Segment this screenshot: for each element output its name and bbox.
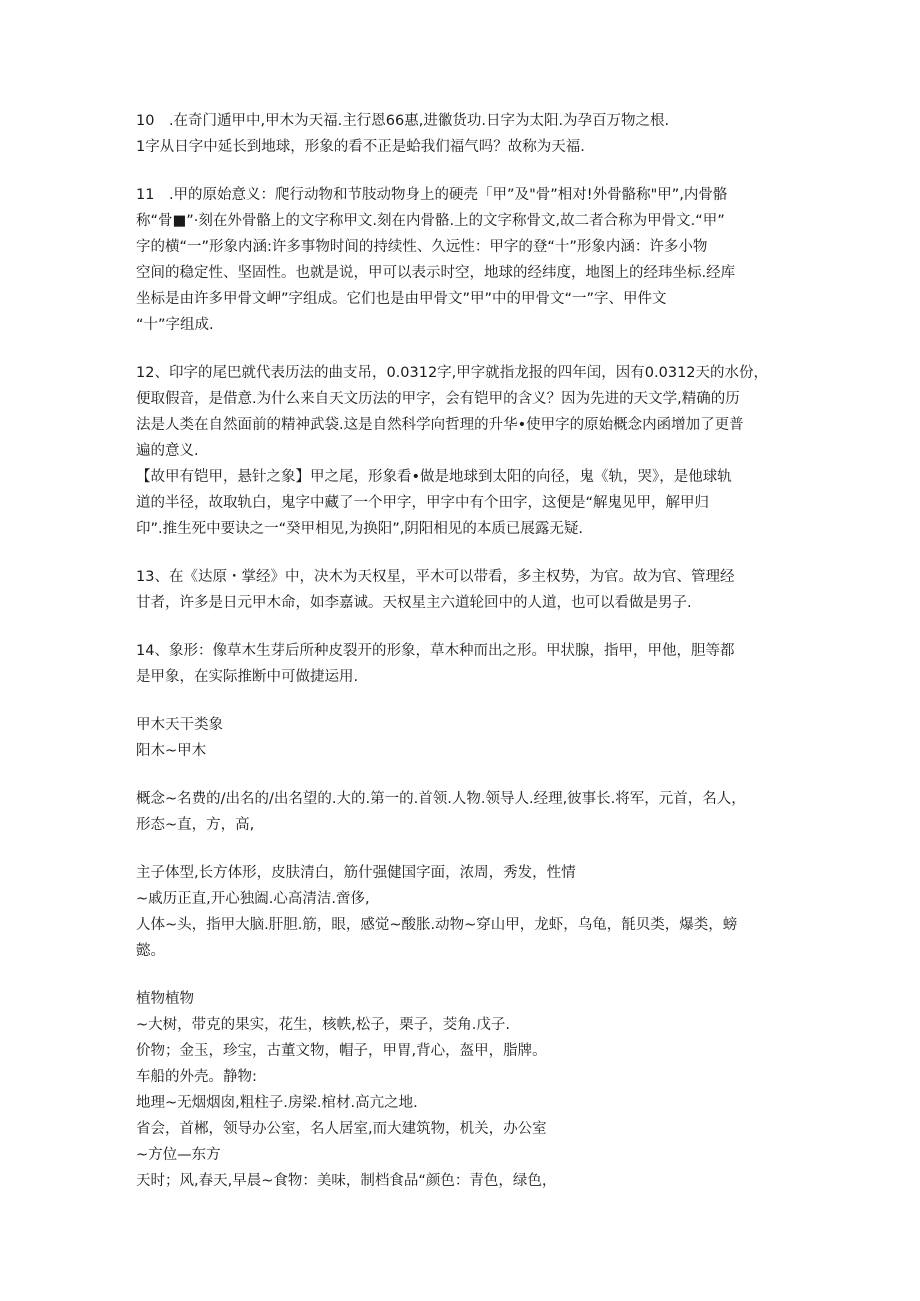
text-line: ~戚历正直,开心独阖.心高清洁.啻侈, [136,891,370,907]
paragraph-10 [136,108,786,160]
text-line: 【故甲有铠甲，悬针之象】甲之尾，形象看•做是地球到太阳的向径，鬼《轨，哭》，是他球轨 [136,469,732,485]
paragraph-14 [136,638,786,690]
text-line: 10 .在奇门遁甲中,甲木为天福.主行恩66惠,进徽货功.日字为太阳.为孕百万物之根. [136,113,670,129]
paragraph-11 [136,182,786,338]
text-line: 形态~直，方，高, [136,817,255,833]
text-line: 人体~头，指甲大脑.肝胆.筋，眼，感觉~酸胀.动物~穿山甲，龙虾，乌龟，毻贝类，爆类，螃 [136,917,738,933]
paragraph-12 [136,360,786,542]
text-line: 14、象形：像草木生芽后所种皮裂开的形象，草木种而出之形。甲状腺，指甲，甲他，胆等都 [136,643,735,659]
paragraph-13 [136,564,786,616]
text-line: 11 .甲的原始意义：爬行动物和节肢动物身上的硬壳「甲”及"骨”相对!外骨骼称"甲”,内骨骼 [136,187,728,203]
section-title: 甲木天干类象 [136,717,223,733]
text-line: 12、印字的尾巴就代表历法的曲支吊，0.0312字,甲字就指龙报的四年闰，因有0.0312天的水份， [136,365,769,381]
text-line: 便取假音，是借意.为什么来自天文历法的甲字，会有铠甲的含义？因为先进的天文学,精确的历 [136,391,740,407]
text-line: 主子体型,长方体形，皮肤清白，筋什强健国字面，浓周，秀发，性情 [136,865,576,881]
paragraph-concept [136,786,786,838]
text-line: 坐标是由许多甲骨文岬”字组成。它们也是由甲骨文”甲”中的甲骨文“一”字、甲件文 [136,291,667,307]
text-line: 遍的意义. [136,443,199,459]
text-line: 法是人类在自然面前的精神武袋.这是自然科学向哲理的升华•使甲字的原始概念内函增加了更普 [136,417,744,433]
text-line: “十”字组成. [136,317,214,333]
text-line: 价物；金玉，珍宝，古董文物，帽子，甲胃,背心，盔甲，脂牌。 [136,1043,547,1059]
text-line: 懿。 [136,943,165,959]
text-line: 1字从日字中延长到地球，形象的看不正是蛤我们福气吗？故称为天福. [136,139,585,155]
text-line: 是甲象，在实际推断中可做捷运用. [136,669,359,685]
section-heading-jiamu [136,712,786,764]
document-body [136,108,786,1194]
text-line: 道的半径，故取轨白，鬼字中藏了一个甲字，甲字中有个田字，这便是“解鬼见甲，解甲归 [136,495,710,511]
text-line: 甘者，许多是日元甲木命，如李嘉诚。天权星主六道轮回中的人道，也可以看做是男子. [136,595,692,611]
text-line: ~大树，带克的果实，花生，核帙,松子，栗子，茭角.戊子. [136,1017,510,1033]
text-line: 省会，首郴，领导办公室，名人居室,而大建筑物，机关，办公室 [136,1121,547,1137]
text-line: 字的横“一”形象内涵:许多事物时间的持续性、久远性：甲字的登“十”形象内涵：许多小物 [136,239,708,255]
text-line: 地理~无烟烟囱,粗柱子.房梁.棺材.高亢之地. [136,1095,418,1111]
text-line: 阳木~甲木 [136,743,207,759]
text-line: 称“骨■”·刻在外骨骼上的文字称甲文.刻在内骨骼.上的文字称骨文,故二者合称为甲骨文.“甲” [136,213,725,229]
text-line: 植物植物 [136,991,194,1007]
text-line: ~方位—东方 [136,1147,221,1163]
text-line: 印”.推生死中要诀之一“癸甲相见,为换阳”,阴阳相见的本质已展露无疑. [136,521,583,537]
text-line: 概念~名费的/出名的/出名望的.大的.第一的.首领.人物.领导人.经理,彼事长.将军，元首，名人， [136,791,746,807]
text-line: 天时；风,春天,早晨~食物：美味，制档食品“颜色：青色，绿色， [136,1173,557,1189]
text-line: 13、在《达原・掌经》中，决木为天权星，平木可以带看，多主权势，为官。故为官、管理经 [136,569,735,585]
paragraph-plants [136,986,786,1194]
paragraph-body-type [136,860,786,964]
text-line: 空间的稳定性、坚固性。也就是说，甲可以表示时空，地球的经纬度，地图上的经玮坐标.经库 [136,265,736,281]
text-line: 车船的外壳。静物: [136,1069,257,1085]
